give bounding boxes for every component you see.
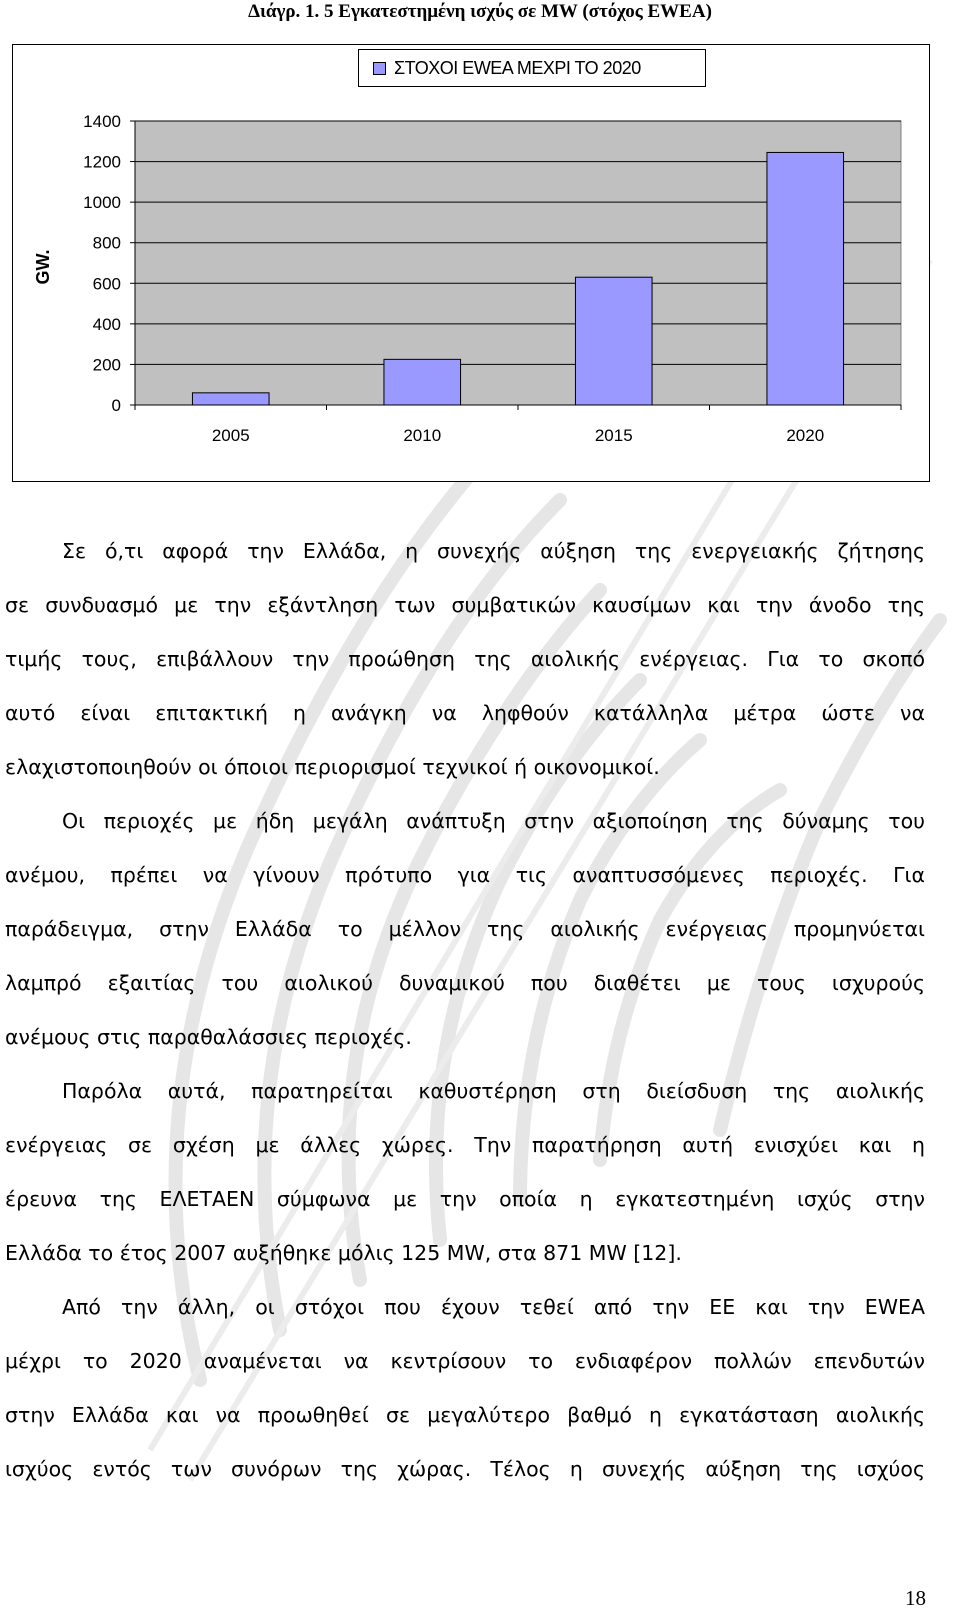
text-line: λαμπρό εξαιτίας του αιολικού δυναμικού που διαθέτει με τους ισχυρούς bbox=[5, 971, 925, 995]
paragraph bbox=[5, 794, 925, 1064]
text-line: έρευνα της ΕΛΕΤΑΕΝ σύμφωνα με την οποία η εγκατεστημένη ισχύς στην bbox=[5, 1187, 925, 1211]
figure-caption: Διάγρ. 1. 5 Εγκατεστημένη ισχύς σε MW (στόχος EWEA) bbox=[248, 1, 712, 22]
bar-2020 bbox=[767, 152, 844, 405]
y-tick-label: 800 bbox=[92, 233, 121, 253]
legend-label: ΣΤΟΧΟΙ EWEA ΜΕΧΡΙ ΤΟ 2020 bbox=[394, 57, 641, 78]
bar-2010 bbox=[384, 359, 461, 405]
text-line: ενέργειας σε σχέση με άλλες χώρες. Την παρατήρηση αυτή ενισχύει και η bbox=[5, 1133, 925, 1157]
y-tick-label: 0 bbox=[111, 396, 121, 415]
x-tick-label: 2010 bbox=[403, 426, 442, 445]
bar-2005 bbox=[192, 393, 269, 405]
text-line: Οι περιοχές με ήδη μεγάλη ανάπτυξη στην αξιοποίηση της δύναμης του bbox=[62, 809, 925, 833]
y-tick-label: 200 bbox=[92, 355, 121, 375]
text-line: Παρόλα αυτά, παρατηρείται καθυστέρηση στη διείσδυση της αιολικής bbox=[62, 1079, 925, 1103]
text-line: ανέμου, πρέπει να γίνουν πρότυπο για τις αναπτυσσόμενες περιοχές. Για bbox=[5, 863, 925, 887]
text-line: ανέμους στις παραθαλάσσιες περιοχές. bbox=[5, 1025, 412, 1049]
y-tick-label: 1400 bbox=[83, 112, 121, 131]
bar-chart bbox=[13, 45, 931, 483]
text-line: ελαχιστοποιηθούν οι όποιοι περιορισμοί τεχνικοί ή οικονομικοί. bbox=[5, 755, 660, 779]
text-line: στην Ελλάδα και να προωθηθεί σε μεγαλύτερο βαθμό η εγκατάσταση αιολικής bbox=[5, 1403, 925, 1427]
y-tick-label: 1200 bbox=[83, 152, 121, 172]
x-tick-label: 2015 bbox=[594, 426, 633, 445]
chart-frame bbox=[12, 44, 930, 482]
x-tick-label: 2020 bbox=[786, 426, 825, 445]
text-line: Από την άλλη, οι στόχοι που έχουν τεθεί από την ΕΕ και την EWEA bbox=[62, 1295, 925, 1319]
bar-2015 bbox=[575, 277, 652, 405]
y-tick-label: 600 bbox=[92, 274, 121, 294]
paragraph bbox=[5, 1064, 925, 1280]
text-line: σε συνδυασμό με την εξάντληση των συμβατικών καυσίμων και την άνοδο της bbox=[5, 593, 925, 617]
body-text bbox=[5, 524, 925, 1496]
paragraph bbox=[5, 524, 925, 794]
text-line: παράδειγμα, στην Ελλάδα το μέλλον της αιολικής ενέργειας προμηνύεται bbox=[5, 917, 925, 941]
page-number: 18 bbox=[905, 1586, 926, 1610]
text-line: αυτό είναι επιτακτική η ανάγκη να ληφθούν κατάλληλα μέτρα ώστε να bbox=[5, 701, 925, 725]
y-axis-label: GW. bbox=[33, 249, 53, 285]
text-line: Σε ό,τι αφορά την Ελλάδα, η συνεχής αύξηση της ενεργειακής ζήτησης bbox=[62, 539, 925, 563]
y-tick-label: 1000 bbox=[83, 193, 121, 213]
text-line: τιμής τους, επιβάλλουν την προώθηση της αιολικής ενέργειας. Για το σκοπό bbox=[5, 647, 925, 671]
paragraph bbox=[5, 1280, 925, 1496]
text-line: μέχρι το 2020 αναμένεται να κεντρίσουν το ενδιαφέρον πολλών επενδυτών bbox=[5, 1349, 925, 1373]
text-line: ισχύος εντός των συνόρων της χώρας. Τέλος η συνεχής αύξηση της ισχύος bbox=[5, 1457, 925, 1481]
y-tick-label: 400 bbox=[92, 314, 121, 334]
x-tick-label: 2005 bbox=[211, 426, 250, 445]
text-line: Ελλάδα το έτος 2007 αυξήθηκε μόλις 125 MW, στα 871 MW [12]. bbox=[5, 1241, 682, 1265]
